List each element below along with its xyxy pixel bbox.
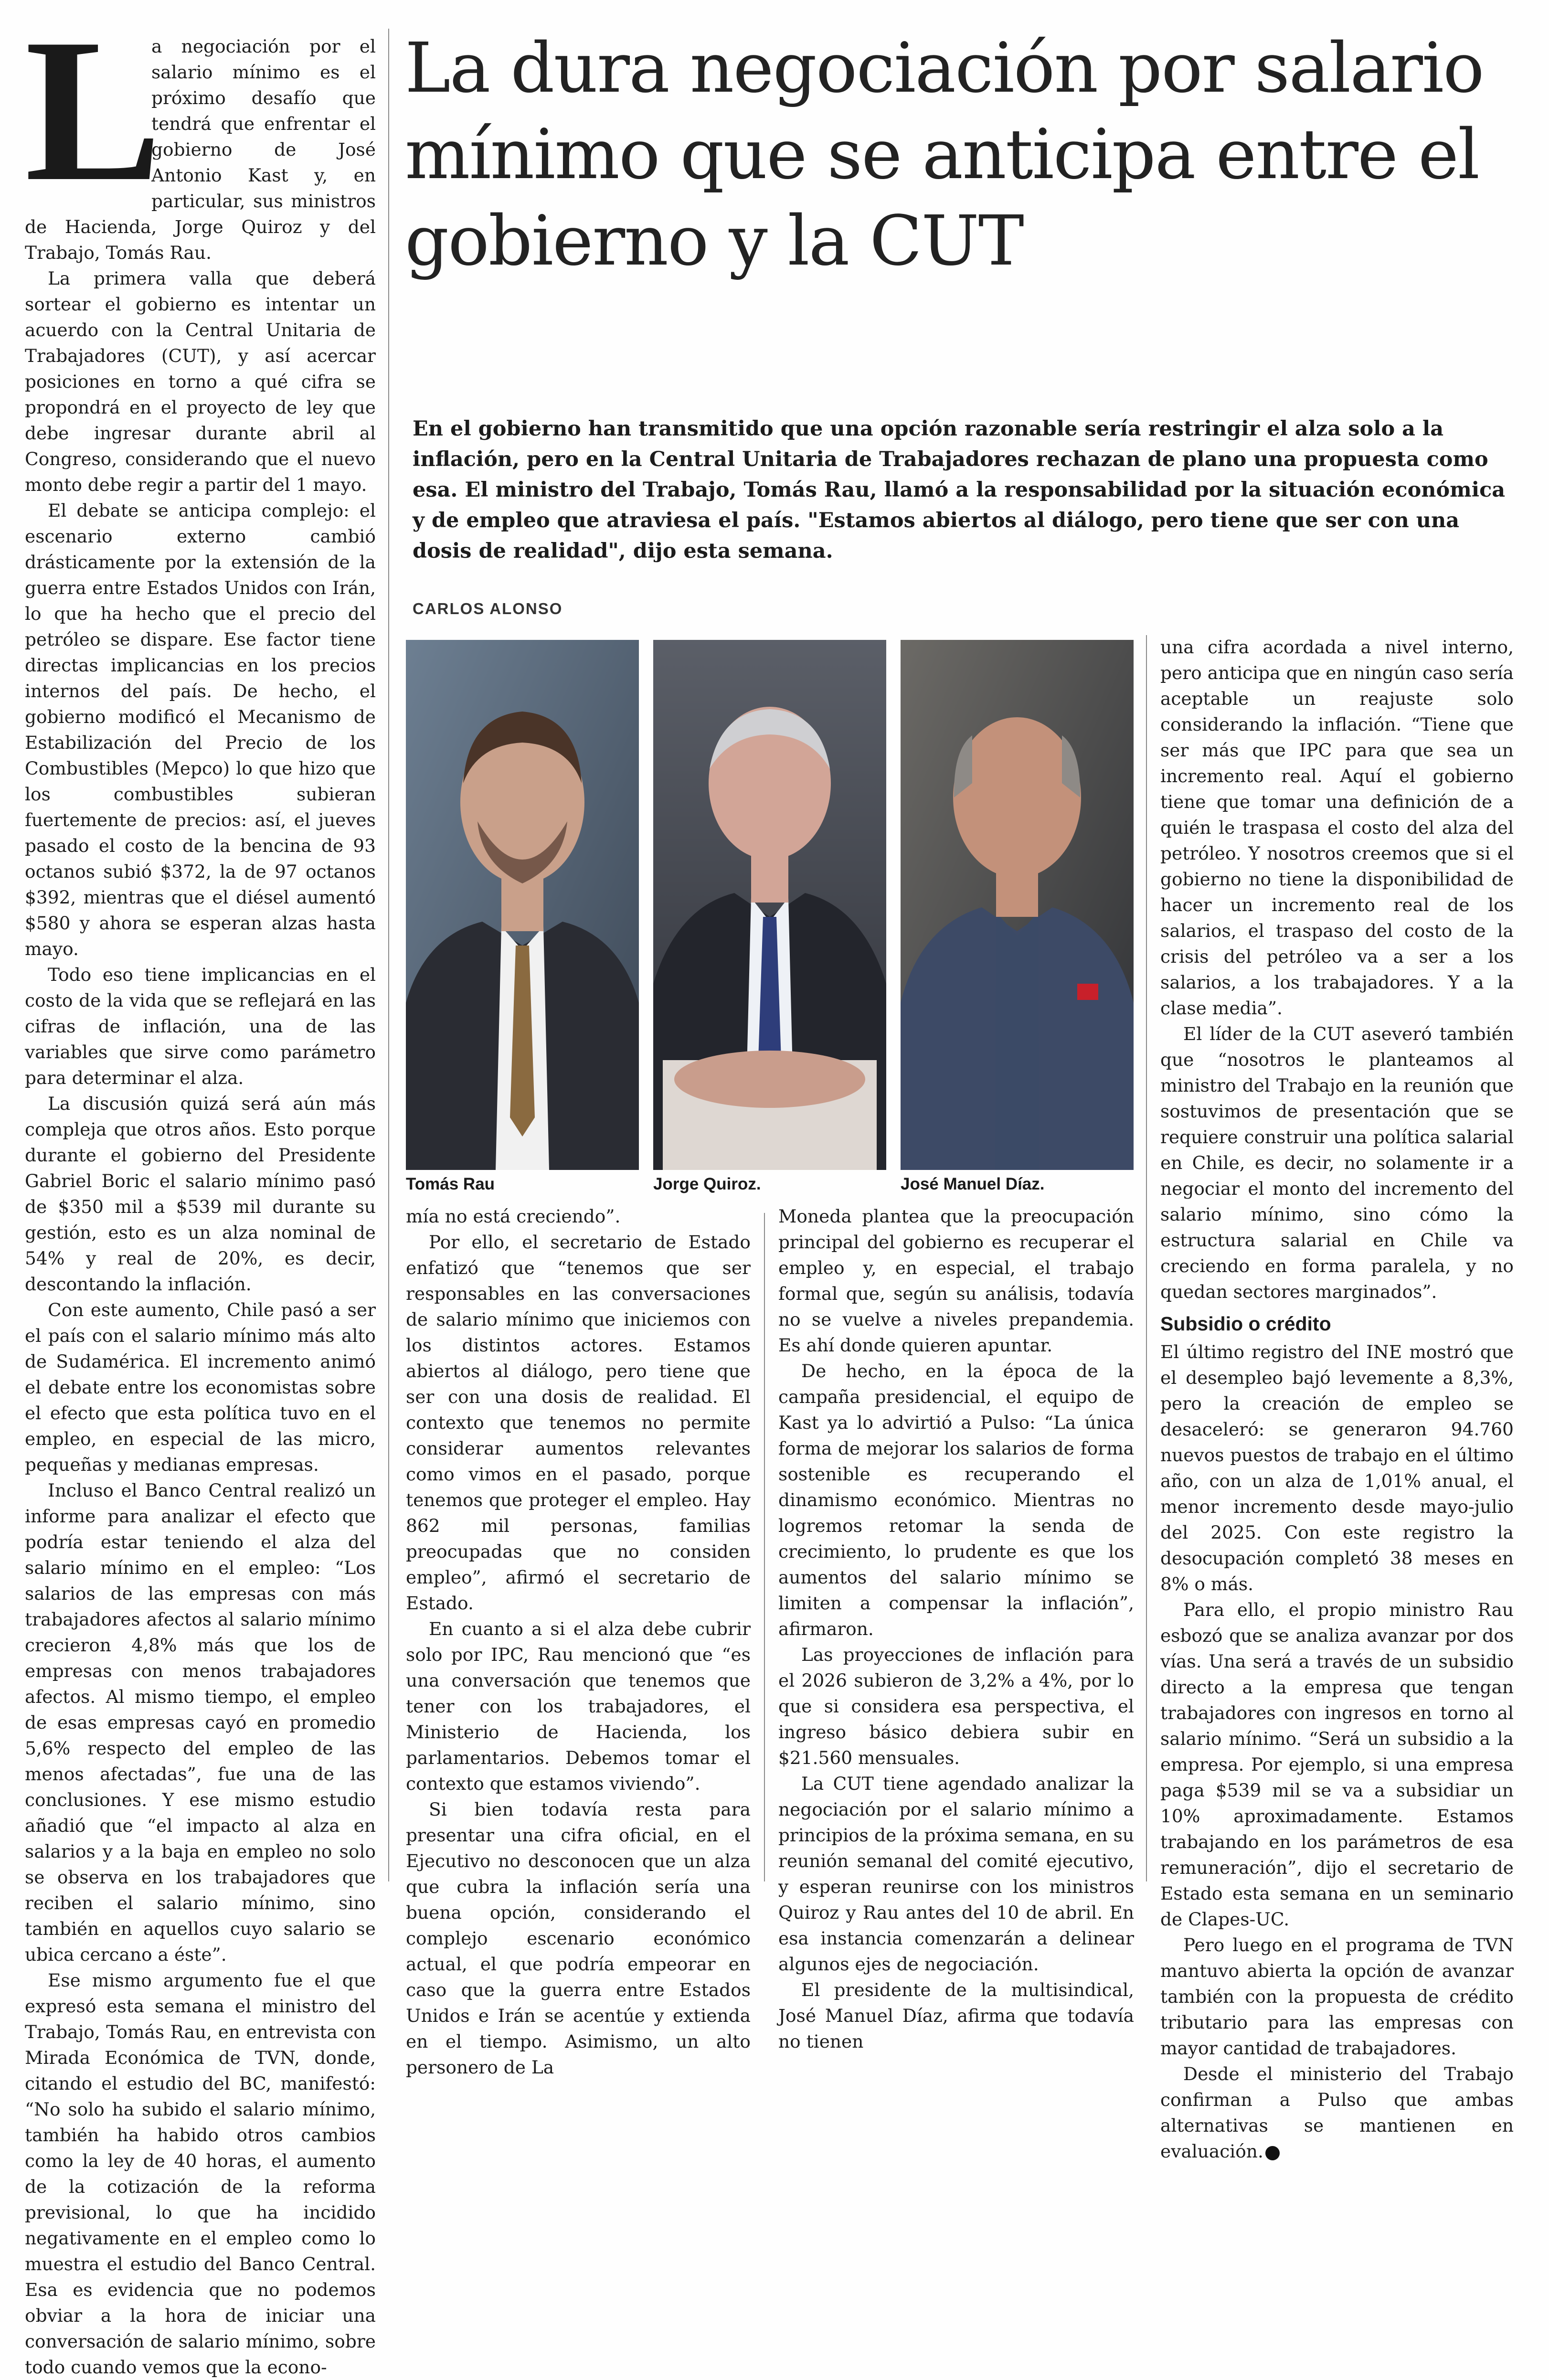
caption-jorge-quiroz: Jorge Quiroz.	[653, 1175, 761, 1193]
photo-tomas-rau	[406, 640, 639, 1170]
column-divider	[388, 29, 389, 1881]
column-divider	[764, 1213, 765, 1881]
portrait-illustration	[406, 640, 639, 1170]
column-divider	[1146, 635, 1147, 1881]
headline: La dura negociación por salario mínimo que se anticipa entre el gobierno y la CUT	[405, 28, 1484, 281]
portrait-illustration	[653, 640, 886, 1170]
lapel-pin	[1077, 984, 1098, 1000]
paragraph: Moneda plantea que la preocupación principal del gobierno es recuperar el empleo y, en especial, el trabajo formal que, según su análisis, todavía no se vuelve a niveles prepandemia. Es ahí donde quieren apuntar.	[778, 1206, 1134, 1356]
paragraph: La CUT tiene agendado analizar la negociación por el salario mínimo a principios de la próxima semana, en su reunión semanal del comité ejecutivo, y esperan reunirse con los ministros Quiroz y Rau antes del 10 de abril. En esa instancia comenzarán a delinear algunos ejes de negociación.	[778, 1773, 1134, 1975]
paragraph: En cuanto a si el alza debe cubrir solo por IPC, Rau mencionó que “es una conversación que tenemos que tener con los trabajadores, el Ministerio de Hacienda, los parlamentarios. Debemos tomar el contexto que estamos viviendo”.	[406, 1618, 751, 1794]
shirt	[995, 912, 1039, 1170]
column-3	[778, 1203, 1134, 2054]
paragraph: Ese mismo argumento fue el que expresó esta semana el ministro del Trabajo, Tomás Rau, en entrevista con Mirada Económica de TVN, donde, citando el estudio del BC, manifestó: “No solo ha subido el salario mínimo, también ha habido otros cambios como la ley de 40 horas, el aumento de la cotización de la reforma previsional, lo que ha incidido negativamente en el empleo como lo muestra el estudio del Banco Central. Esa es evidencia que no podemos obviar a la hora de iniciar una conversación de salario mínimo, sobre todo cuando vemos que la econo-	[25, 1970, 376, 2378]
paragraph: Si bien todavía resta para presentar una cifra oficial, en el Ejecutivo no desconocen que un alza que cubra la inflación sería una buena opción, considerando el complejo escenario económico actual, el que podría empeorar en caso que la guerra entre Estados Unidos e Irán se acentúe y extienda en el tiempo. Asimismo, un alto personero de La	[406, 1799, 751, 2078]
paragraph	[1160, 2061, 1514, 2164]
paragraph-text: Desde el ministerio del Trabajo confirman a Pulso que ambas alternativas se mantienen en evaluación.	[1160, 2063, 1514, 2162]
end-mark-icon: P	[1265, 2146, 1280, 2160]
paragraph: Por ello, el secretario de Estado enfatizó que “tenemos que ser responsables en las conversaciones de salario mínimo que iniciemos con los distintos actores. Estamos abiertos al diálogo, pero tiene que ser con una dosis de realidad. El contexto que tenemos no permite considerar aumentos relevantes como vimos en el pasado, porque tenemos que proteger el empleo. Hay 862 mil personas, familias preocupadas que no considen empleo”, afirmó el secretario de Estado.	[406, 1232, 751, 1614]
paragraph: Pero luego en el programa de TVN mantuvo abierta la opción de avanzar también con la propuesta de crédito tributario para las empresas con mayor cantidad de trabajadores.	[1160, 1934, 1514, 2059]
paragraph: Con este aumento, Chile pasó a ser el país con el salario mínimo más alto de Sudamérica. El incremento animó el debate entre los economistas sobre el efecto que esta política tuvo en el empleo, en especial de las micro, pequeñas y medianas empresas.	[25, 1299, 376, 1475]
column-1	[25, 0, 376, 2380]
caption-tomas-rau: Tomás Rau	[406, 1175, 495, 1193]
deck: En el gobierno han transmitido que una opción razonable sería restringir el alza solo a la inflación, pero en la Central Unitaria de Trabajadores rechazan de plano una propuesta como esa. El ministro del Trabajo, Tomás Rau, llamó a la responsabilidad por la situación económica y de empleo que atraviesa el país. "Estamos abiertos al diálogo, pero tiene que ser con una dosis de realidad", dijo esta semana.	[413, 417, 1506, 563]
paragraph: El líder de la CUT aseveró también que “nosotros le planteamos al ministro del Trabajo en la reunión que sostuvimos de presentación que se requiere construir una política salarial en Chile, es decir, no solamente ir a negociar el monto del incremento del salario mínimo, sino cómo la estructura salarial en Chile va creciendo en forma paralela, y no quedan sectores marginados”.	[1160, 1023, 1514, 1302]
paragraph: La primera valla que deberá sortear el gobierno es intentar un acuerdo con la Central Unitaria de Trabajadores (CUT), y así acercar posiciones en torno a qué cifra se propondrá en el proyecto de ley que debe ingresar durante abril al Congreso, considerando que el nuevo monto debe regir a partir del 1 mayo.	[25, 268, 376, 495]
paragraph: Todo eso tiene implicancias en el costo de la vida que se reflejará en las cifras de inflación, una de las variables que sirve como parámetro para determinar el alza.	[25, 964, 376, 1088]
face	[953, 717, 1081, 878]
paragraph: mía no está creciendo”.	[406, 1206, 621, 1227]
paragraph: una cifra acordada a nivel interno, pero anticipa que en ningún caso sería aceptable un reajuste solo considerando la inflación. “Tiene que ser más que IPC para que sea un incremento real. Aquí el gobierno tiene que tomar una definición de a quién le traspasa el costo del alza del petróleo. Y nosotros creemos que si el gobierno no tiene la disponibilidad de hacer un incremento real de los salarios, el traspaso del costo de la crisis del petróleo va a ser a los salarios, a los trabajadores. Y a la clase media”.	[1160, 637, 1514, 1019]
column-4	[1160, 634, 1514, 2164]
caption-jose-manuel-diaz: José Manuel Díaz.	[901, 1175, 1045, 1193]
paragraph: La discusión quizá será aún más compleja que otros años. Esto porque durante el gobierno del Presidente Gabriel Boric el salario mínimo pasó de $350 mil a $539 mil durante su gestión, esto es un alza nominal de 54% y real de 20%, es decir, descontando la inflación.	[25, 1093, 376, 1295]
paragraph: El debate se anticipa complejo: el escenario externo cambió drásticamente por la extensión de la guerra entre Estados Unidos con Irán, lo que ha hecho que el precio del petróleo se dispare. Ese factor tiene directas implicancias en los precios internos del país. De hecho, el gobierno modificó el Mecanismo de Estabilización del Precio de los Combustibles (Mepco) lo que hizo que los combustibles subieran fuertemente de precios: así, el jueves pasado el costo de la bencina de 93 octanos subió $372, la de 97 octanos $392, mientras que el diésel aumentó $580 y ahora se esperan alzas hasta mayo.	[25, 500, 376, 959]
paragraph: Las proyecciones de inflación para el 2026 subieron de 3,2% a 4%, por lo que si considera esa perspectiva, el ingreso básico debiera subir en $21.560 mensuales.	[778, 1644, 1134, 1768]
paragraph: El último registro del INE mostró que el desempleo bajó levemente a 8,3%, pero la creación de empleo se desaceleró: se generaron 94.760 nuevos puestos de trabajo en el último año, con un alza de 1,01% anual, el menor incremento desde mayo-julio del 2025. Con este registro la desocupación completó 38 meses en 8% o más.	[1160, 1341, 1514, 1594]
byline: CARLOS ALONSO	[413, 600, 563, 617]
portrait-illustration	[901, 640, 1134, 1170]
paragraph: De hecho, en la época de la campaña presidencial, el equipo de Kast ya lo advirtió a Pulso: “La única forma de mejorar los salarios de forma sostenible es recuperando el dinamismo económico. Mientras no logremos retomar la senda de crecimiento, lo prudente es que los aumentos del salario mínimo se limiten a compensar la inflación”, afirmaron.	[778, 1360, 1134, 1639]
drop-cap: L	[25, 0, 162, 224]
photo-jose-manuel-diaz	[901, 640, 1134, 1170]
column-2	[406, 1203, 751, 2080]
subhead: Subsidio o crédito	[1160, 1313, 1331, 1335]
paragraph: Incluso el Banco Central realizó un informe para analizar el efecto que podría estar teniendo el alza del salario mínimo en el empleo: “Los salarios de las empresas con más trabajadores afectos al salario mínimo crecieron 4,8% más que los de empresas con menos trabajadores afectos. Al mismo tiempo, el empleo de esas empresas cayó en promedio 5,6% respecto del empleo de las menos afectadas”, fue una de las conclusiones. Y ese mismo estudio añadió que “el impacto al alza en salarios y a la baja en empleo no solo se observa en los trabajadores que reciben el salario mínimo, sino también en aquellos cuyo salario se ubica cercano a éste”.	[25, 1480, 376, 1965]
paragraph: a negociación por el salario mínimo es el próximo desafío que tendrá que enfrentar el gobierno de José Antonio Kast y, en particular, sus ministros de Hacienda, Jorge Quiroz y del Trabajo, Tomás Rau.	[25, 36, 376, 263]
paragraph: Para ello, el propio ministro Rau esbozó que se analiza avanzar por dos vías. Una será a través de un subsidio directo a la empresa que tengan trabajadores con ingresos en torno al salario mínimo. “Será un subsidio a la empresa. Por ejemplo, si una empresa paga $539 mil se va a subsidiar un 10% aproximadamente. Estamos trabajando en los parámetros de esa remuneración”, dijo el secretario de Estado esta semana en un seminario de Clapes-UC.	[1160, 1599, 1514, 1930]
paragraph: El presidente de la multisindical, José Manuel Díaz, afirma que todavía no tienen	[778, 1979, 1134, 2052]
photo-jorge-quiroz	[653, 640, 886, 1170]
